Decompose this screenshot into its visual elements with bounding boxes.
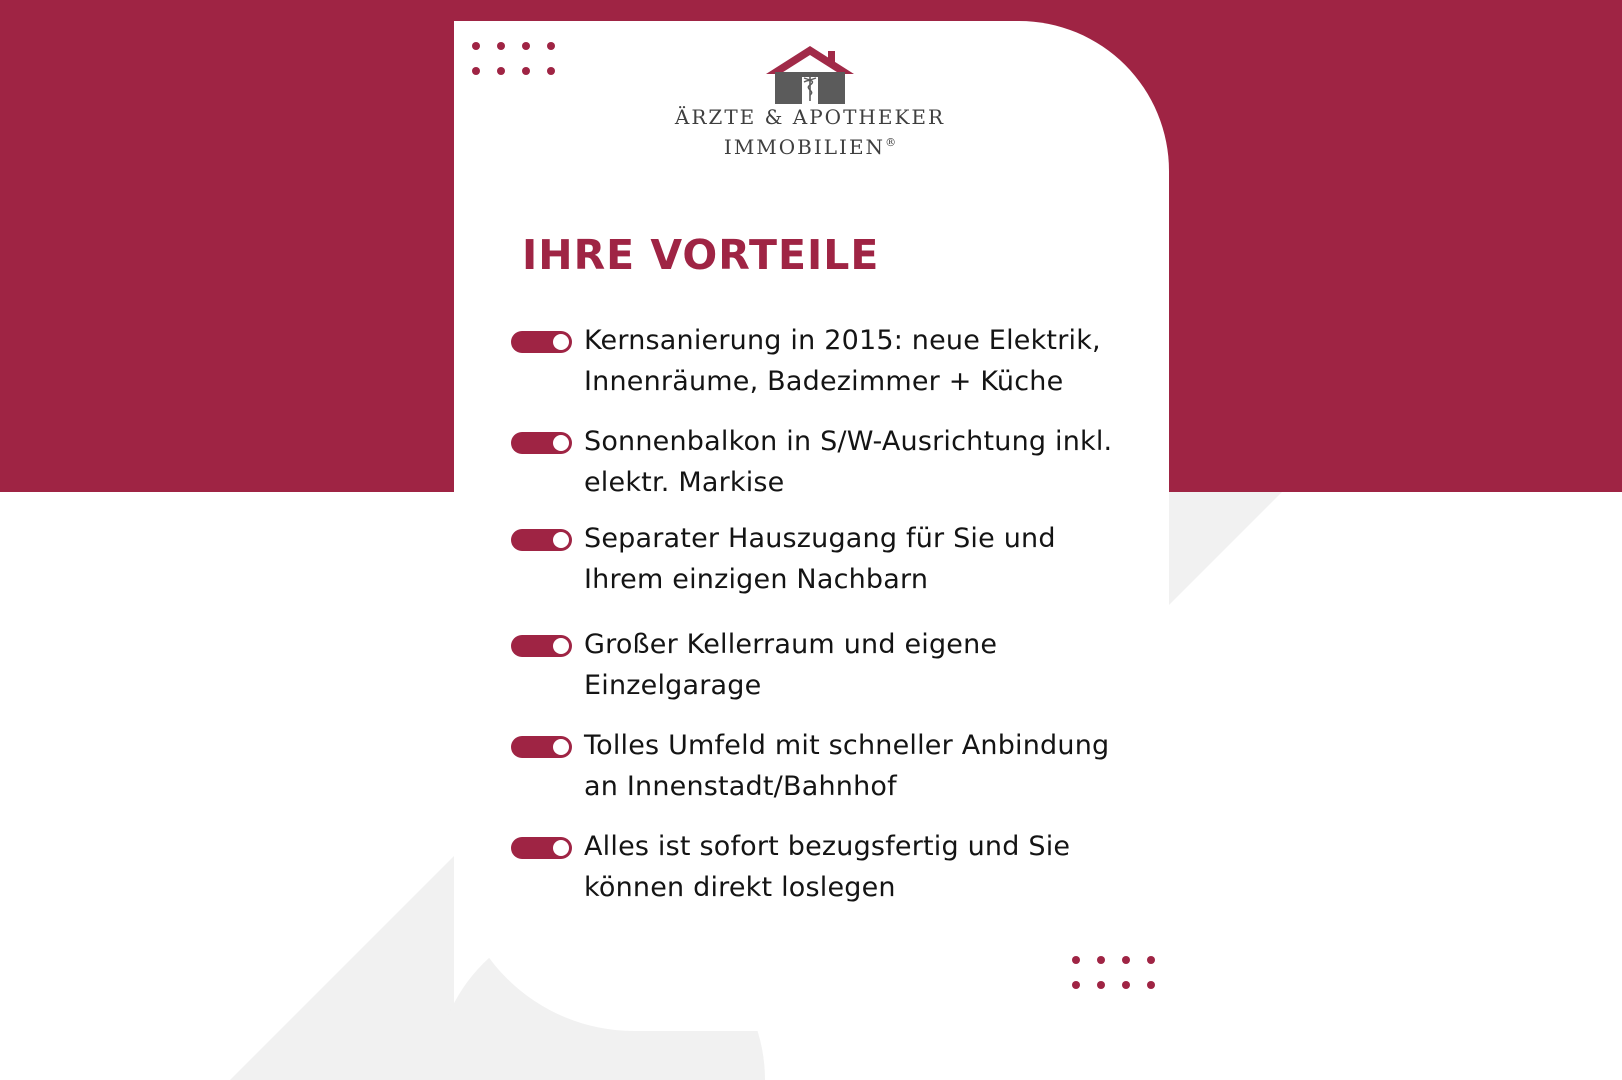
house-caduceus-icon <box>764 44 856 104</box>
benefit-text-line1: Sonnenbalkon in S/W-Ausrichtung inkl. <box>584 426 1113 457</box>
benefit-text-line2: Einzelgarage <box>584 670 762 701</box>
benefit-text-line1: Kernsanierung in 2015: neue Elektrik, <box>584 325 1101 356</box>
toggle-on-icon <box>511 837 572 859</box>
benefit-text <box>584 624 1174 706</box>
toggle-on-icon <box>511 331 572 353</box>
benefit-text <box>584 320 1174 402</box>
benefit-text-line2: Ihrem einzigen Nachbarn <box>584 564 929 595</box>
benefit-text-line1: Großer Kellerraum und eigene <box>584 629 998 660</box>
registered-mark: ® <box>885 136 897 149</box>
toggle-on-icon <box>511 432 572 454</box>
toggle-on-icon <box>511 529 572 551</box>
page-title: IHRE VORTEILE <box>522 231 880 279</box>
diagonal-stripe-right <box>1169 492 1282 605</box>
benefit-text <box>584 826 1174 908</box>
benefit-text-line2: an Innenstadt/Bahnhof <box>584 771 897 802</box>
decorative-dots-bottom-right <box>1072 956 1155 989</box>
benefit-text-line2: Innenräume, Badezimmer + Küche <box>584 366 1064 397</box>
benefit-text-line2: können direkt loslegen <box>584 872 896 903</box>
logo-text-line1: ÄRZTE & APOTHEKER <box>674 105 946 129</box>
decorative-dots-top-left <box>472 42 555 75</box>
benefit-text-line1: Tolles Umfeld mit schneller Anbindung <box>584 730 1110 761</box>
benefit-text <box>584 725 1174 807</box>
logo-text-word: IMMOBILIEN <box>723 135 886 159</box>
diagonal-stripe-left <box>230 856 454 1080</box>
benefit-text-line2: elektr. Markise <box>584 467 785 498</box>
logo-text-line2 <box>660 130 960 160</box>
toggle-on-icon <box>511 736 572 758</box>
benefit-text-line1: Separater Hauszugang für Sie und <box>584 523 1056 554</box>
company-logo <box>660 44 960 160</box>
benefit-text-line1: Alles ist sofort bezugsfertig und Sie <box>584 831 1071 862</box>
benefit-text <box>584 421 1174 503</box>
toggle-on-icon <box>511 635 572 657</box>
benefit-text <box>584 518 1174 600</box>
